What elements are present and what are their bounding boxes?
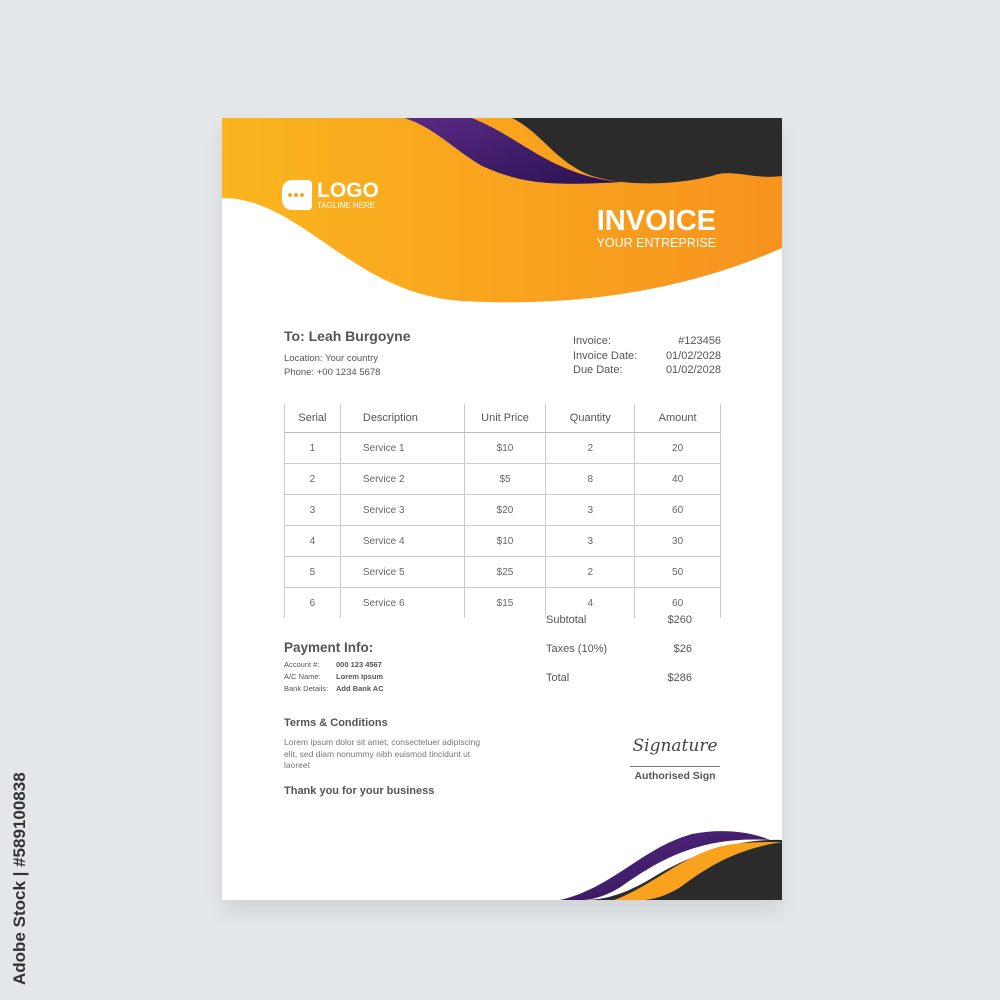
table-cell: 2 [546,433,635,464]
table-cell: 60 [635,588,721,619]
totals-label: Subtotal [546,614,587,626]
payment-value: Lorem Ipsum [336,672,384,681]
payment-label: Bank Details: [284,684,329,693]
payment-bank [284,683,384,695]
header-serial: Serial [285,404,341,433]
logo [282,180,379,210]
table-cell: $25 [464,557,546,588]
terms [284,717,494,772]
meta-value: #123456 [678,335,721,347]
totals [546,614,692,701]
client-phone: Phone: +00 1234 5678 [284,367,381,378]
thanks-note: Thank you for your business [284,785,435,797]
table-cell: $5 [464,464,546,495]
header-amount: Amount [635,404,721,433]
table-cell: Service 1 [340,433,464,464]
table-cell: 4 [546,588,635,619]
table-cell: 4 [285,526,341,557]
header-unit-price: Unit Price [464,404,546,433]
table-cell: 3 [546,495,635,526]
totals-value: $286 [667,672,692,684]
client-name: To: Leah Burgoyne [284,328,411,344]
table-row [285,495,721,526]
table-cell: 3 [285,495,341,526]
total-row [546,672,692,701]
invoice-meta [573,334,721,378]
logo-icon [282,180,312,210]
table-cell: 2 [546,557,635,588]
table-cell: 5 [285,557,341,588]
meta-invoice-date [573,349,721,364]
stock-id-watermark: Adobe Stock | #589100838 [10,772,29,985]
table-cell: $15 [464,588,546,619]
table-cell: 8 [546,464,635,495]
table-body [285,433,721,619]
invoice-subtitle: YOUR ENTREPRISE [596,236,716,250]
table-row [285,557,721,588]
table-row [285,433,721,464]
totals-label: Total [546,672,570,684]
terms-title: Terms & Conditions [284,717,388,729]
table-cell: $10 [464,526,546,557]
meta-label: Invoice: [573,335,611,347]
logo-title: LOGO [317,178,379,202]
table-row [285,526,721,557]
totals-value: $260 [667,614,692,626]
payment-info [284,640,384,695]
table-cell: 3 [546,526,635,557]
payment-ac-name [284,671,384,683]
terms-body: Lorem ipsum dolor sit amet, consectetuer adipiscing elit, sed diam nonummy nibh euismod tincidunt ut laoreet [284,737,481,770]
table-cell: Service 5 [340,557,464,588]
signature-line [630,766,720,767]
table-cell: Service 3 [340,495,464,526]
table-cell: 20 [635,433,721,464]
payment-account [284,659,384,671]
meta-invoice-number [573,334,721,349]
client-location: Location: Your country [284,353,379,364]
table-cell: $10 [464,433,546,464]
invoice-page [222,118,782,900]
payment-value: 000 123 4567 [336,660,382,669]
taxes-row [546,643,692,672]
header-quantity: Quantity [546,404,635,433]
table-cell: Service 6 [340,588,464,619]
payment-label: Account #: [284,660,320,669]
subtotal-row [546,614,692,643]
meta-value: 01/02/2028 [665,364,721,376]
payment-title: Payment Info: [284,640,374,655]
signature-label: Authorised Sign [634,770,716,782]
meta-label: Due Date: [573,364,623,376]
payment-label: A/C Name: [284,672,321,681]
table-cell: Service 4 [340,526,464,557]
meta-label: Invoice Date: [573,349,638,362]
table-cell: Service 2 [340,464,464,495]
client-info [284,328,411,380]
table-cell: 40 [635,464,721,495]
totals-label: Taxes (10%) [546,643,608,655]
table-cell: $20 [464,495,546,526]
table-cell: 1 [285,433,341,464]
logo-tagline: TAGLINE HERE [317,200,376,210]
table-cell: 60 [635,495,721,526]
meta-due-date [573,363,721,378]
table-header [285,404,721,433]
table-cell: 50 [635,557,721,588]
signature-script: Signature [632,736,718,756]
totals-value: $26 [673,643,692,655]
table-cell: 6 [285,588,341,619]
table-row [285,464,721,495]
table-cell: 2 [285,464,341,495]
meta-value: 01/02/2028 [665,349,721,362]
invoice-title: INVOICE [596,205,716,237]
payment-value: Add Bank AC [336,684,384,693]
header-description: Description [340,404,464,433]
invoice-heading [597,206,716,250]
items-table [284,404,721,618]
signature-block [630,726,720,782]
table-cell: 30 [635,526,721,557]
